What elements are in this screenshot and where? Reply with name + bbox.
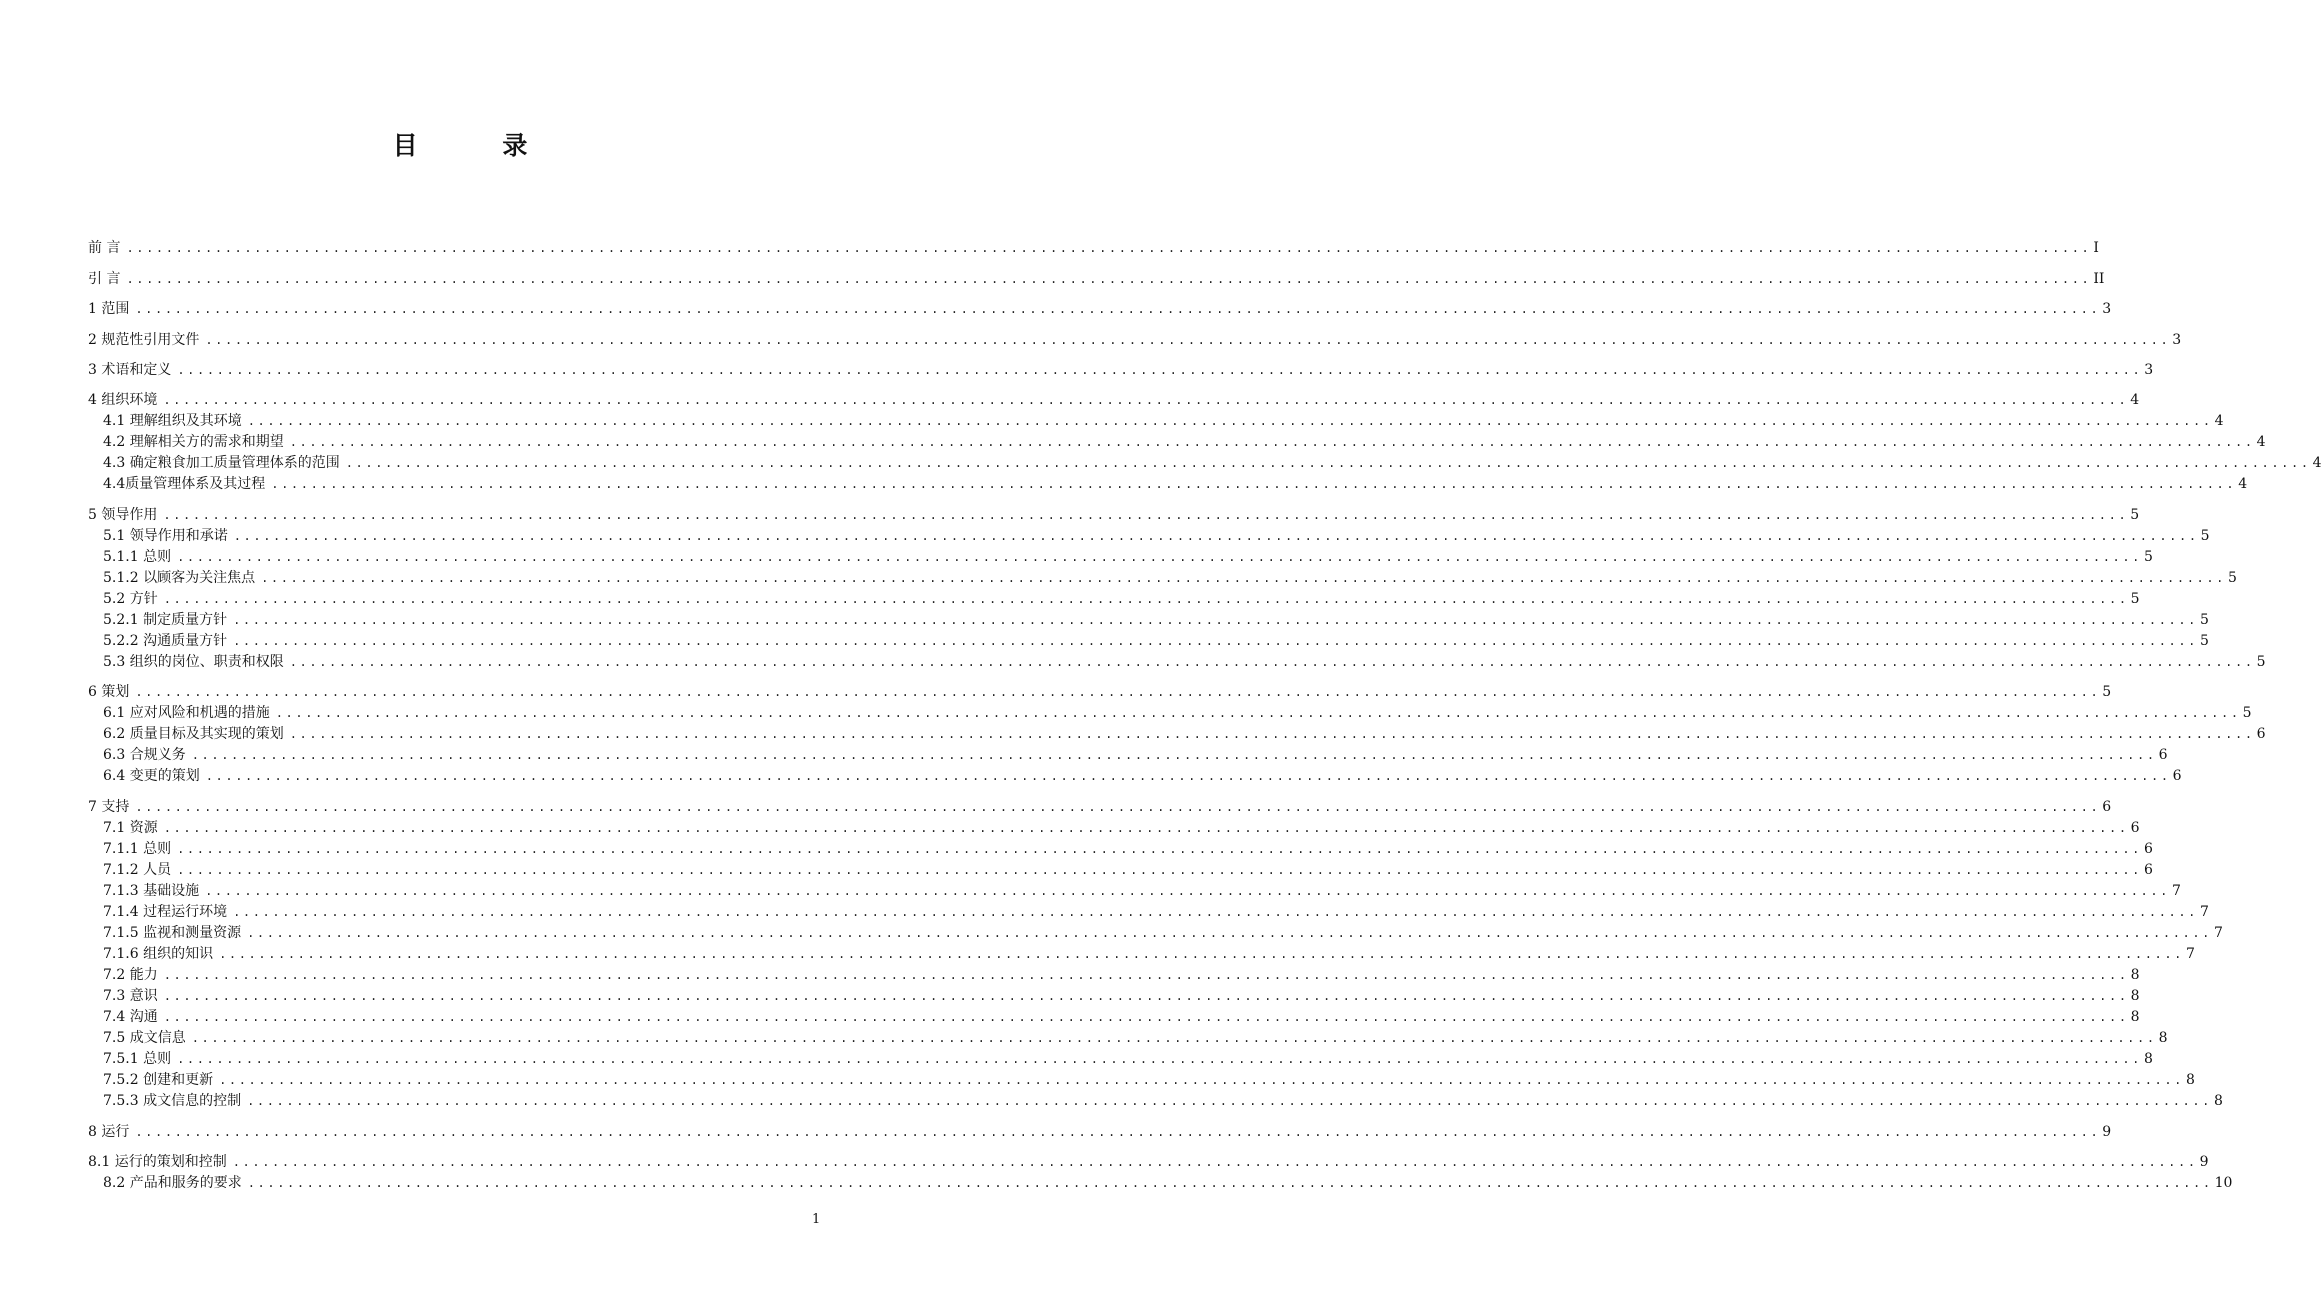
toc-entry-page: 5	[2102, 684, 2112, 700]
toc-leader-dots: ........................................................................................................................................................................................................	[345, 456, 2311, 470]
toc-entry-page: 6	[2256, 726, 2266, 742]
toc-entry-label: 5.2.1 制定质量方针	[103, 612, 228, 628]
toc-entry-page: 5	[2242, 705, 2252, 721]
toc-leader-dots: ........................................................................................................................................................................................................	[289, 655, 2255, 669]
toc-entry[interactable]	[88, 360, 2154, 380]
toc-entry[interactable]	[88, 1122, 2112, 1142]
toc-entry[interactable]	[88, 238, 2099, 258]
toc-leader-dots: ........................................................................................................................................................................................................	[247, 414, 2213, 428]
toc-entry-label: 6.1 应对风险和机遇的措施	[103, 705, 270, 721]
toc-leader-dots: ........................................................................................................................................................................................................	[163, 393, 2129, 407]
toc-entry-page: 8	[2158, 1030, 2168, 1046]
toc-entry-label: 8 运行	[88, 1124, 130, 1140]
toc-entry-label: 引 言	[88, 271, 121, 287]
toc-leader-dots: ........................................................................................................................................................................................................	[177, 1052, 2142, 1066]
toc-leader-dots: ........................................................................................................................................................................................................	[232, 1155, 2198, 1169]
toc-entry[interactable]	[103, 745, 2168, 765]
toc-entry[interactable]	[103, 453, 2322, 473]
toc-entry-page: 9	[2199, 1154, 2209, 1170]
toc-entry-label: 7.5.2 创建和更新	[103, 1072, 214, 1088]
toc-leader-dots: ........................................................................................................................................................................................................	[205, 884, 2170, 898]
toc-entry[interactable]	[103, 766, 2182, 786]
toc-entry-page: 5	[2256, 654, 2266, 670]
toc-entry-label: 4.1 理解组织及其环境	[103, 413, 242, 429]
toc-entry-page: 6	[2158, 747, 2168, 763]
toc-entry[interactable]	[103, 1173, 2233, 1193]
toc-leader-dots: ........................................................................................................................................................................................................	[289, 435, 2255, 449]
toc-leader-dots: ........................................................................................................................................................................................................	[247, 1094, 2212, 1108]
toc-entry-label: 7.1.1 总则	[103, 841, 172, 857]
toc-entry-page: 5	[2130, 591, 2140, 607]
toc-leader-dots: ........................................................................................................................................................................................................	[191, 748, 2157, 762]
toc-entry-page: 8	[2214, 1093, 2223, 1109]
toc-entry-label: 2 规范性引用文件	[88, 332, 200, 348]
toc-leader-dots: ........................................................................................................................................................................................................	[177, 842, 2142, 856]
toc-entry-label: 7.1 资源	[103, 820, 158, 836]
toc-leader-dots: ........................................................................................................................................................................................................	[205, 769, 2171, 783]
toc-entry-page: II	[2093, 271, 2105, 287]
toc-entry-page: 6	[2144, 862, 2153, 878]
toc-entry-page: 3	[2144, 362, 2154, 378]
toc-entry-page: 8	[2130, 967, 2140, 983]
toc-leader-dots: ........................................................................................................................................................................................................	[177, 363, 2143, 377]
toc-leader-dots: ........................................................................................................................................................................................................	[163, 968, 2129, 982]
toc-entry-label: 7.1.6 组织的知识	[103, 946, 214, 962]
toc-entry-page: 4	[2130, 392, 2140, 408]
toc-entry-page: I	[2093, 240, 2099, 256]
toc-entry[interactable]	[103, 703, 2252, 723]
toc-entry-label: 7.5.3 成文信息的控制	[103, 1093, 242, 1109]
toc-leader-dots: ........................................................................................................................................................................................................	[219, 947, 2184, 961]
toc-entry-label: 4 组织环境	[88, 392, 158, 408]
toc-entry-label: 7 支持	[88, 799, 130, 815]
toc-entry[interactable]	[103, 568, 2237, 588]
toc-leader-dots: ........................................................................................................................................................................................................	[233, 529, 2199, 543]
toc-entry[interactable]	[88, 269, 2105, 289]
toc-entry-label: 8.2 产品和服务的要求	[103, 1175, 242, 1191]
toc-entry-label: 7.1.4 过程运行环境	[103, 904, 228, 920]
toc-entry-label: 5.1.2 以顾客为关注焦点	[103, 570, 256, 586]
toc-entry-label: 4.4质量管理体系及其过程	[103, 476, 266, 492]
toc-entry[interactable]	[88, 682, 2112, 702]
toc-entry[interactable]	[103, 986, 2140, 1006]
toc-entry-label: 7.5.1 总则	[103, 1051, 172, 1067]
toc-entry[interactable]	[103, 965, 2140, 985]
toc-entry[interactable]	[103, 547, 2153, 567]
toc-entry-page: 5	[2200, 528, 2210, 544]
toc-leader-dots: ........................................................................................................................................................................................................	[135, 302, 2101, 316]
toc-leader-dots: ........................................................................................................................................................................................................	[163, 1010, 2129, 1024]
toc-entry-label: 3 术语和定义	[88, 362, 172, 378]
toc-entry-label: 7.2 能力	[103, 967, 158, 983]
toc-entry-page: 5	[2200, 633, 2209, 649]
toc-entry-page: 5	[2228, 570, 2237, 586]
toc-entry-page: 3	[2102, 301, 2112, 317]
toc-entry[interactable]	[103, 902, 2209, 922]
toc-leader-dots: ........................................................................................................................................................................................................	[135, 1125, 2101, 1139]
toc-entry-page: 10	[2214, 1175, 2233, 1191]
toc-entry-label: 1 范围	[88, 301, 130, 317]
toc-entry[interactable]	[103, 1070, 2195, 1090]
toc-entry-label: 5.3 组织的岗位、职责和权限	[103, 654, 284, 670]
toc-entry-label: 4.2 理解相关方的需求和期望	[103, 434, 284, 450]
toc-leader-dots: ........................................................................................................................................................................................................	[233, 613, 2198, 627]
toc-entry[interactable]	[103, 923, 2223, 943]
toc-entry-label: 5.2.2 沟通质量方针	[103, 633, 228, 649]
toc-leader-dots: ........................................................................................................................................................................................................	[219, 1073, 2184, 1087]
toc-entry-label: 5.2 方针	[103, 591, 158, 607]
toc-entry[interactable]	[88, 390, 2140, 410]
toc-entry-page: 6	[2102, 799, 2112, 815]
toc-leader-dots: ........................................................................................................................................................................................................	[205, 333, 2171, 347]
toc-leader-dots: ........................................................................................................................................................................................................	[271, 477, 2237, 491]
toc-entry-page: 8	[2130, 1009, 2140, 1025]
toc-entry[interactable]	[103, 631, 2209, 651]
toc-entry[interactable]	[103, 652, 2266, 672]
toc-entry-page: 8	[2130, 988, 2140, 1004]
toc-entry[interactable]	[103, 839, 2153, 859]
toc-leader-dots: ........................................................................................................................................................................................................	[163, 508, 2129, 522]
toc-entry-page: 5	[2130, 507, 2140, 523]
toc-entry-page: 6	[2130, 820, 2140, 836]
toc-leader-dots: ........................................................................................................................................................................................................	[135, 685, 2101, 699]
toc-entry-label: 7.1.2 人员	[103, 862, 172, 878]
toc-entry-page: 7	[2186, 946, 2195, 962]
toc-leader-dots: ........................................................................................................................................................................................................	[177, 550, 2142, 564]
toc-leader-dots: ........................................................................................................................................................................................................	[261, 571, 2226, 585]
toc-entry-label: 5.1.1 总则	[103, 549, 172, 565]
toc-entry-label: 6.4 变更的策划	[103, 768, 200, 784]
toc-entry-page: 4	[2312, 455, 2322, 471]
toc-entry-page: 7	[2172, 883, 2181, 899]
toc-entry[interactable]	[103, 1007, 2140, 1027]
toc-leader-dots: ........................................................................................................................................................................................................	[247, 1176, 2213, 1190]
toc-entry[interactable]	[103, 526, 2210, 546]
toc-entry-page: 4	[2238, 476, 2248, 492]
toc-entry[interactable]	[103, 474, 2248, 494]
toc-entry[interactable]	[103, 944, 2195, 964]
toc-entry-label: 6 策划	[88, 684, 130, 700]
toc-entry[interactable]	[88, 330, 2182, 350]
toc-leader-dots: ........................................................................................................................................................................................................	[163, 989, 2129, 1003]
toc-leader-dots: ........................................................................................................................................................................................................	[233, 634, 2198, 648]
toc-entry-label: 5 领导作用	[88, 507, 158, 523]
toc-entry[interactable]	[103, 1091, 2223, 1111]
toc-leader-dots: ........................................................................................................................................................................................................	[233, 905, 2198, 919]
toc-entry-label: 4.3 确定粮食加工质量管理体系的范围	[103, 455, 340, 471]
toc-entry-label: 前 言	[88, 240, 121, 256]
toc-entry[interactable]	[103, 860, 2153, 880]
toc-entry-page: 8	[2186, 1072, 2195, 1088]
toc-entry-page: 6	[2144, 841, 2153, 857]
toc-entry-label: 7.4 沟通	[103, 1009, 158, 1025]
toc-entry-label: 6.3 合规义务	[103, 747, 186, 763]
toc-entry[interactable]	[103, 589, 2140, 609]
toc-entry-page: 7	[2214, 925, 2223, 941]
toc-entry-page: 6	[2172, 768, 2182, 784]
toc-entry[interactable]	[103, 818, 2140, 838]
toc-entry[interactable]	[103, 881, 2181, 901]
toc-entry[interactable]	[88, 505, 2140, 525]
toc-entry[interactable]	[103, 724, 2266, 744]
toc-entry-label: 8.1 运行的策划和控制	[88, 1154, 227, 1170]
toc-leader-dots: ........................................................................................................................................................................................................	[135, 800, 2101, 814]
toc-entry-page: 5	[2200, 612, 2209, 628]
toc-entry-page: 5	[2144, 549, 2153, 565]
toc-leader-dots: ........................................................................................................................................................................................................	[163, 821, 2129, 835]
toc-entry-page: 4	[2256, 434, 2266, 450]
toc-entry[interactable]	[103, 1049, 2153, 1069]
toc-leader-dots: ........................................................................................................................................................................................................	[163, 592, 2129, 606]
toc-leader-dots: ........................................................................................................................................................................................................	[126, 272, 2092, 286]
toc-entry-label: 7.1.5 监视和测量资源	[103, 925, 242, 941]
toc-entry-page: 9	[2102, 1124, 2112, 1140]
toc-entry-page: 7	[2200, 904, 2209, 920]
toc-entry-label: 6.2 质量目标及其实现的策划	[103, 726, 284, 742]
toc-entry[interactable]	[88, 299, 2112, 319]
toc-entry-label: 7.5 成文信息	[103, 1030, 186, 1046]
toc-entry-page: 4	[2214, 413, 2224, 429]
toc-entry[interactable]	[103, 1028, 2168, 1048]
toc-entry[interactable]	[103, 432, 2266, 452]
toc-leader-dots: ........................................................................................................................................................................................................	[191, 1031, 2157, 1045]
toc-entry-label: 7.3 意识	[103, 988, 158, 1004]
toc-leader-dots: ........................................................................................................................................................................................................	[177, 863, 2142, 877]
toc-leader-dots: ........................................................................................................................................................................................................	[247, 926, 2212, 940]
toc-entry-label: 7.1.3 基础设施	[103, 883, 200, 899]
toc-leader-dots: ........................................................................................................................................................................................................	[275, 706, 2241, 720]
toc-entry[interactable]	[88, 1152, 2209, 1172]
toc-title: 目 录	[392, 131, 566, 160]
toc-entry[interactable]	[103, 610, 2209, 630]
toc-entry-page: 8	[2144, 1051, 2153, 1067]
toc-leader-dots: ........................................................................................................................................................................................................	[126, 241, 2092, 255]
toc-entry-page: 3	[2172, 332, 2182, 348]
toc-leader-dots: ........................................................................................................................................................................................................	[289, 727, 2255, 741]
toc-entry[interactable]	[103, 411, 2224, 431]
page-number: 1	[812, 1212, 821, 1227]
toc-entry-label: 5.1 领导作用和承诺	[103, 528, 228, 544]
toc-entry[interactable]	[88, 797, 2112, 817]
